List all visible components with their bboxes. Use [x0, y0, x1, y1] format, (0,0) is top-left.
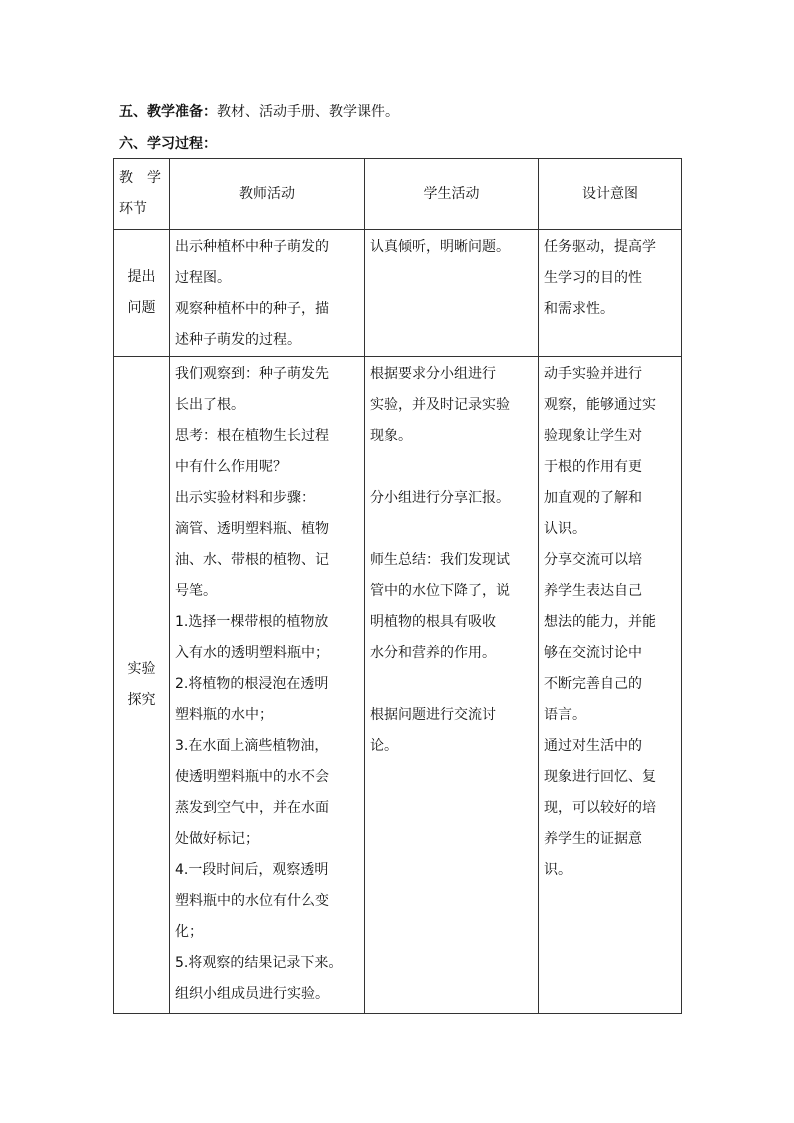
text-line: 1.选择一棵带根的植物放: [175, 614, 329, 630]
row2-design-intent: [539, 357, 682, 1014]
text-line: 观察，能够通过实: [544, 397, 656, 413]
text-line: 水分和营养的作用。: [370, 645, 496, 661]
section-preparation-text: 教材、活动手册、教学课件。: [217, 104, 399, 120]
header-design-intent: 设计意图: [539, 159, 682, 230]
section-learning-process: [119, 134, 217, 154]
stage-line: 探究: [127, 692, 156, 708]
text-line: 长出了根。: [175, 397, 245, 413]
text-line: 够在交流讨论中: [544, 645, 642, 661]
text-line: 出示种植杯中种子萌发的: [175, 239, 329, 255]
text-line: 我们观察到：种子萌发先: [175, 366, 329, 382]
text-line: 蒸发到空气中，并在水面: [175, 800, 329, 816]
text-line: 现象进行回忆、复: [544, 769, 656, 785]
section-preparation: [119, 102, 399, 122]
text-line: 3.在水面上滴些植物油，: [175, 738, 329, 754]
text-line: 观察种植杯中的种子，描: [175, 301, 329, 317]
text-line: 生学习的目的性: [544, 270, 642, 286]
text-line: 管中的水位下降了，说: [370, 583, 510, 599]
text-line: 认识。: [544, 521, 586, 537]
text-line: 任务驱动，提高学: [544, 239, 656, 255]
table-row: [114, 230, 682, 357]
text-line: 2.将植物的根浸泡在透明: [175, 676, 329, 692]
text-line: 于根的作用有更: [544, 459, 642, 475]
spacer: [370, 452, 533, 483]
header-stage-line2: 环节: [119, 201, 147, 217]
header-stage: [114, 159, 170, 230]
text-line: 加直观的了解和: [544, 490, 642, 506]
stage-line: 问题: [127, 300, 156, 316]
text-line: 养学生表达自己: [544, 583, 642, 599]
text-line: 根据要求分小组进行: [370, 366, 496, 382]
row2-stage: [114, 357, 170, 1014]
text-line: 使透明塑料瓶中的水不会: [175, 769, 329, 785]
text-line: 和需求性。: [544, 301, 614, 317]
text-line: 处做好标记；: [175, 831, 259, 847]
text-line: 过程图。: [175, 270, 231, 286]
text-line: 养学生的证据意: [544, 831, 642, 847]
table-row: [114, 357, 682, 1014]
row1-teacher-activity: [170, 230, 365, 357]
row1-design-intent: [539, 230, 682, 357]
text-line: 实验，并及时记录实验: [370, 397, 510, 413]
text-line: 现象。: [370, 428, 412, 444]
row2-student-activity: [365, 357, 539, 1014]
text-line: 想法的能力，并能: [544, 614, 656, 630]
text-line: 论。: [370, 738, 398, 754]
text-line: 明植物的根具有吸收: [370, 614, 496, 630]
text-line: 油、水、带根的植物、记: [175, 552, 329, 568]
text-line: 塑料瓶中的水位有什么变: [175, 893, 329, 909]
text-line: 号笔。: [175, 583, 217, 599]
row2-teacher-activity: [170, 357, 365, 1014]
text-line: 4.一段时间后，观察透明: [175, 862, 329, 878]
header-teacher-activity: 教师活动: [170, 159, 365, 230]
text-line: 分小组进行分享汇报。: [370, 490, 510, 506]
row1-student-activity: [365, 230, 539, 357]
text-line: 通过对生活中的: [544, 738, 642, 754]
text-line: 滴管、透明塑料瓶、植物: [175, 521, 329, 537]
text-line: 动手实验并进行: [544, 366, 642, 382]
row1-stage: [114, 230, 170, 357]
text-line: 组织小组成员进行实验。: [175, 986, 329, 1002]
spacer: [370, 669, 533, 700]
lesson-process-table: [113, 158, 682, 1014]
stage-line: 实验: [127, 661, 156, 677]
text-line: 中有什么作用呢？: [175, 459, 287, 475]
section-preparation-label: 五、教学准备：: [119, 104, 217, 120]
header-stage-line1: 教 学: [119, 170, 161, 186]
text-line: 验现象让学生对: [544, 428, 642, 444]
text-line: 塑料瓶的水中；: [175, 707, 273, 723]
text-line: 述种子萌发的过程。: [175, 332, 301, 348]
text-line: 语言。: [544, 707, 586, 723]
section-learning-process-label: 六、学习过程：: [119, 136, 217, 152]
text-line: 师生总结：我们发现试: [370, 552, 510, 568]
text-line: 入有水的透明塑料瓶中；: [175, 645, 329, 661]
text-line: 现，可以较好的培: [544, 800, 656, 816]
text-line: 认真倾听，明晰问题。: [370, 239, 510, 255]
text-line: 根据问题进行交流讨: [370, 707, 496, 723]
stage-line: 提出: [127, 269, 156, 285]
text-line: 化；: [175, 924, 203, 940]
text-line: 思考：根在植物生长过程: [175, 428, 329, 444]
header-student-activity: 学生活动: [365, 159, 539, 230]
spacer: [370, 514, 533, 545]
text-line: 5.将观察的结果记录下来。: [175, 955, 343, 971]
table-header-row: [114, 159, 682, 230]
text-line: 不断完善自己的: [544, 676, 642, 692]
text-line: 出示实验材料和步骤：: [175, 490, 315, 506]
text-line: 识。: [544, 862, 572, 878]
text-line: 分享交流可以培: [544, 552, 642, 568]
